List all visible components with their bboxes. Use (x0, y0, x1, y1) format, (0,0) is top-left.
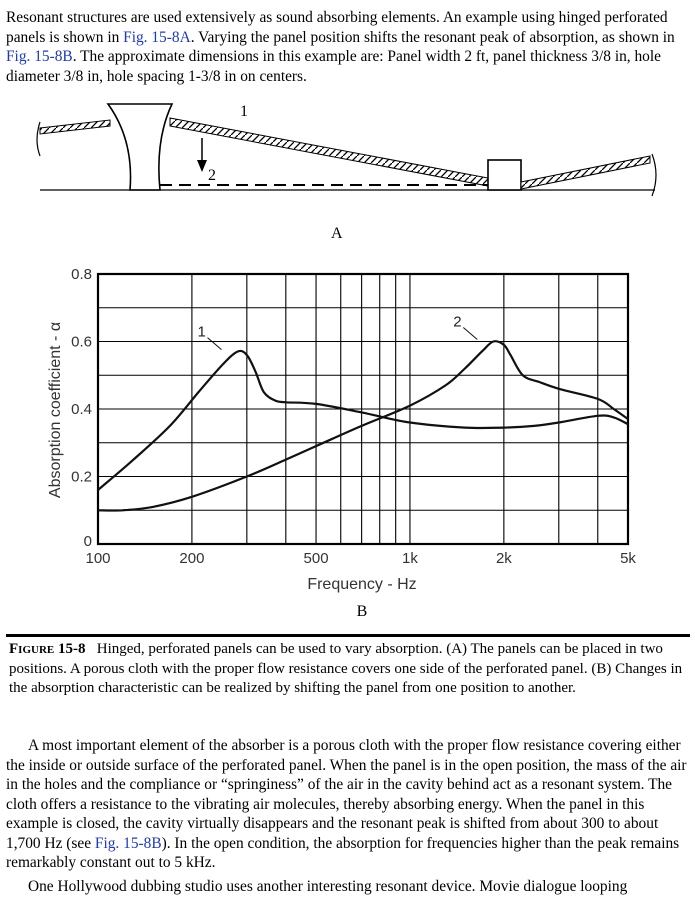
figure-a-label: A (331, 225, 343, 242)
body1-text-2: ). In the open condition, the absorption for frequencies higher than the peak remains remarkably constant out to 5 kHz. (6, 834, 680, 871)
y-tick-label: 0.2 (71, 468, 92, 486)
y-tick-label: 0.4 (71, 401, 92, 418)
series-2-label: 2 (453, 313, 462, 331)
x-tick-label: 100 (85, 550, 111, 567)
x-tick-label: 2k (495, 550, 512, 567)
position-1-label: 1 (240, 103, 248, 120)
x-tick-label: 5k (620, 550, 636, 567)
x-axis-label: Frequency - Hz (307, 576, 417, 593)
body2-text: One Hollywood dubbing studio uses another interesting resonant device. Movie dialogue looping (28, 878, 628, 895)
position-arrow-head (197, 160, 207, 172)
figure-caption (9, 640, 685, 699)
duct-shape (108, 104, 172, 190)
series-1-leader (207, 338, 221, 350)
right-wall-panel (521, 156, 650, 189)
hinge-block (488, 160, 521, 190)
left-wall-panel (40, 120, 110, 134)
series-2-leader (463, 328, 477, 340)
y-axis-label: Absorption coefficient - α (47, 321, 64, 499)
tick-labels (71, 266, 636, 567)
fig-15-8a-link[interactable]: Fig. 15-8A (123, 28, 191, 46)
intro-text-2: . Varying the panel position shifts the resonant peak of absorption, as shown in (190, 28, 675, 46)
body-paragraph-2 (6, 877, 688, 897)
series-2-line (98, 341, 628, 510)
x-tick-label: 500 (303, 550, 329, 567)
y-tick-label: 0.8 (71, 266, 92, 283)
series-1-label: 1 (197, 323, 206, 341)
x-tick-label: 200 (179, 550, 205, 567)
figure-b-absorption-chart (0, 258, 695, 622)
chart-grid (98, 274, 628, 544)
x-tick-label: 1k (402, 550, 418, 567)
caption-text: Hinged, perforated panels can be used to vary absorption. (A) The panels can be placed in two positions. A porous cloth with the proper flow resistance covers one side of the perforated panel. (B) Changes in the absorption characteristic can be realized by shifting the panel from one position to another. (9, 641, 683, 696)
body1-text-1: A most important element of the absorber is a porous cloth with the proper flow resistance covering either the inside or outside surface of the perforated panel. When the panel is in the open position, the mass of the air in the holes and the compliance or “springiness” of the air in the cavity behind act as a resonant system. The cloth offers a resistance to the vibrating air molecules, thereby absorbing energy. When the panel in this example is closed, the cavity virtually disappears and the resonant peak is shifted from about 300 to about 1,700 Hz (see (6, 737, 687, 852)
intro-paragraph (6, 8, 688, 86)
figure-a-panel-diagram (0, 100, 695, 250)
fig-15-8b-link-2[interactable]: Fig. 15-8B (94, 834, 162, 852)
intro-text-1: Resonant structures are used extensively as sound absorbing elements. An example using hinged perforated panels is shown in (6, 9, 668, 46)
figure-b-label: B (356, 603, 368, 620)
y-tick-label: 0.6 (71, 333, 92, 351)
body-paragraph-1 (6, 736, 688, 873)
position-2-label: 2 (208, 167, 216, 184)
caption-rule (6, 634, 690, 637)
hinged-panel-position-1 (170, 118, 488, 186)
caption-label: Figure 15-8 (9, 641, 86, 657)
intro-text-3: . The approximate dimensions in this example are: Panel width 2 ft, panel thickness 3/8 in, hole diameter 3/8 in, hole spacing 1-3/8 in on centers. (6, 48, 661, 85)
fig-15-8b-link[interactable]: Fig. 15-8B (6, 48, 73, 65)
left-wall-end (37, 122, 40, 156)
y-tick-label: 0 (83, 533, 92, 550)
chart-series (98, 314, 628, 511)
series-1-line (98, 351, 628, 490)
